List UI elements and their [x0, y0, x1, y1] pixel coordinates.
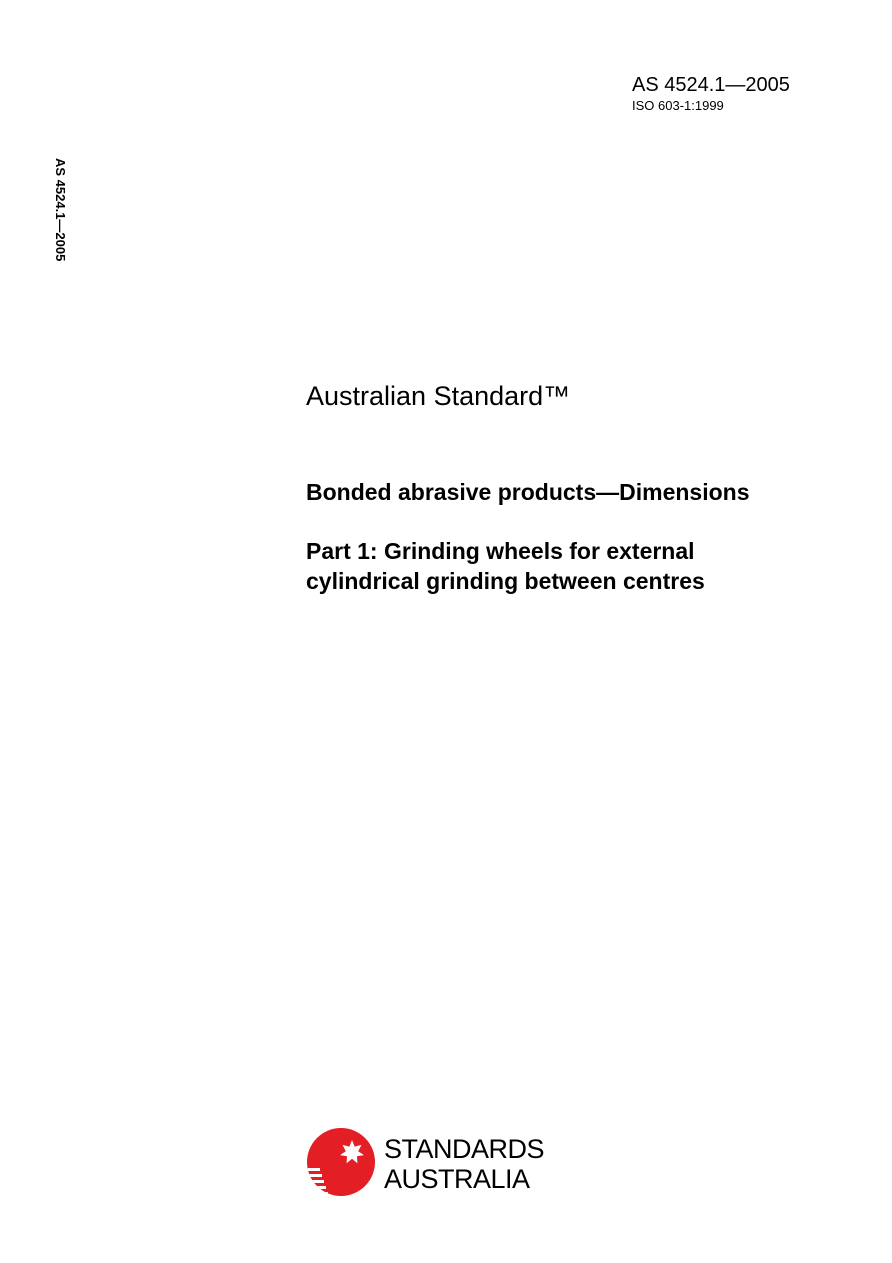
series-name: Australian Standard™ [306, 381, 571, 411]
subtitle-line-1: Part 1: Grinding wheels for external [306, 538, 695, 564]
document-title: Bonded abrasive products—Dimensions [306, 479, 750, 505]
logo-line-1: STANDARDS [384, 1134, 545, 1164]
spine-text: AS 4524.1—2005 [53, 158, 68, 262]
iso-reference: ISO 603-1:1999 [632, 98, 724, 113]
standards-australia-logo [306, 1126, 546, 1198]
star-globe-icon [306, 1126, 376, 1198]
subtitle-line-2: cylindrical grinding between centres [306, 568, 705, 594]
logo-wordmark [384, 1134, 544, 1194]
logo-line-2: AUSTRALIA [384, 1164, 530, 1194]
standard-number: AS 4524.1—2005 [632, 74, 790, 96]
spine-label [52, 158, 68, 278]
document-subtitle [306, 536, 866, 596]
